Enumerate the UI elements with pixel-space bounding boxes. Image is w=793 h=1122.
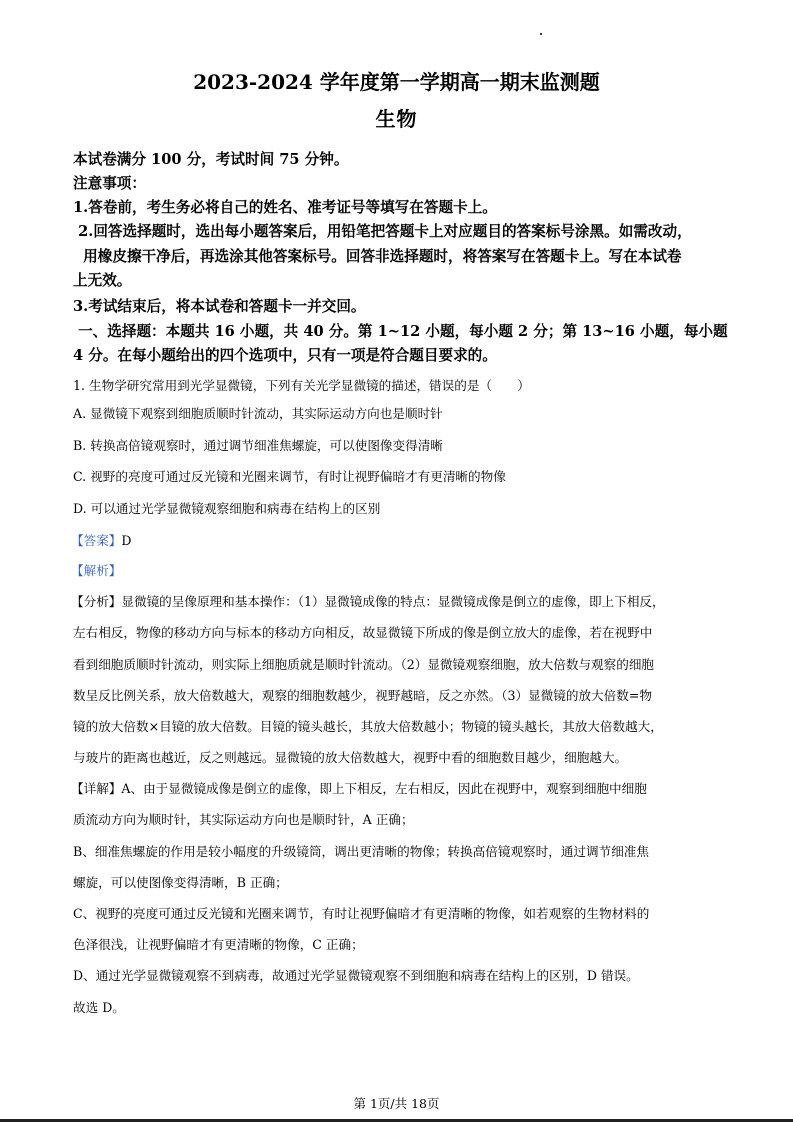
explanation-line: 螺旋，可以使图像变得清晰，B 正确；: [73, 875, 288, 890]
explanation-line: 故选 D。: [73, 1000, 125, 1015]
explanation-line: 色泽很浅，让视野偏暗才有更清晰的物像，C 正确；: [73, 937, 364, 952]
answer-tag: 【答案】: [71, 533, 122, 548]
subject-title: 生物: [375, 107, 418, 131]
explanation-line: 左右相反，物像的移动方向与标本的移动方向相反，故显微镜下所成的像是倒立放大的虚像，若在视野中: [73, 625, 653, 640]
section-heading-line: 4 分。在每小题给出的四个选项中，只有一项是符合题目要求的。: [73, 347, 497, 364]
explanation-line: B、细准焦螺旋的作用是较小幅度的升级镜筒，调出更清晰的物像；转换高倍镜观察时，通过调节细准焦: [73, 844, 649, 859]
instruction-line: 2.回答选择题时，选出每小题答案后，用铅笔把答题卡上对应题目的答案标号涂黑。如需改动，: [73, 223, 692, 240]
option-c: C. 视野的亮度可通过反光镜和光圈来调节，有时让视野偏暗才有更清晰的物像: [73, 469, 506, 484]
question-stem: 1. 生物学研究常用到光学显微镜，下列有关光学显微镜的描述，错误的是（ ）: [73, 378, 530, 393]
option-a: A. 显微镜下观察到细胞质顺时针流动，其实际运动方向也是顺时针: [73, 406, 443, 421]
explanation-line: 质流动方向为顺时针，其实际运动方向也是顺时针，A 正确；: [73, 812, 414, 827]
instruction-line: 上无效。: [73, 272, 132, 289]
explanation-line: 数呈反比例关系，放大倍数越大，观察的细胞数越少，视野越暗，反之亦然。（3）显微镜的放大倍数=物: [73, 688, 652, 703]
explanation-line: 镜的放大倍数×目镜的放大倍数。目镜的镜头越长，其放大倍数越小；物镜的镜头越长，其放大倍数越大，: [73, 719, 663, 734]
explanation-line: 【详解】A、由于显微镜成像是倒立的虚像，即上下相反，左右相反，因此在视野中，观察到细胞中细胞: [71, 781, 647, 796]
explanation-line: D、通过光学显微镜观察不到病毒，故通过光学显微镜观察不到细胞和病毒在结构上的区别，D 错误。: [73, 968, 639, 983]
scan-dot: [540, 33, 542, 35]
answer-line: [71, 530, 729, 549]
section-heading-line: 一、选择题：本题共 16 小题，共 40 分。第 1~12 小题，每小题 2 分；第 13~16 小题，每小题: [73, 323, 728, 340]
instruction-line: 用橡皮擦干净后，再选涂其他答案标号。回答非选择题时，将答案写在答题卡上。写在本试卷: [73, 248, 682, 265]
answer-value: D: [121, 533, 132, 548]
option-d: D. 可以通过光学显微镜观察细胞和病毒在结构上的区别: [73, 501, 381, 516]
explanation-line: C、视野的亮度可通过反光镜和光圈来调节，有时让视野偏暗才有更清晰的物像，如若观察的生物材料的: [73, 906, 650, 921]
option-b: B. 转换高倍镜观察时，通过调节细准焦螺旋，可以使图像变得清晰: [73, 438, 443, 453]
instruction-line: 本试卷满分 100 分，考试时间 75 分钟。: [73, 151, 349, 168]
explanation-line: 与玻片的距离也越近，反之则越远。显微镜的放大倍数越大，视野中看的细胞数目越少，细胞越大。: [73, 750, 628, 765]
explanation-line: 【分析】显微镜的呈像原理和基本操作：（1）显微镜成像的特点：显微镜成像是倒立的虚像，即上下相反，: [71, 594, 665, 609]
instruction-line: 3.考试结束后，将本试卷和答题卡一并交回。: [73, 298, 366, 315]
analysis-tag: 【解析】: [71, 563, 122, 578]
page-number: 第 1页/共 18页: [353, 1096, 440, 1111]
explanation-line: 看到细胞质顺时针流动，则实际上细胞质就是顺时针流动。（2）显微镜观察细胞，放大倍数与观察的细胞: [73, 657, 655, 672]
instruction-line: 注意事项：: [73, 175, 146, 192]
exam-title: 2023-2024 学年度第一学期高一期末监测题: [193, 70, 600, 94]
instruction-line: 1.答卷前，考生务必将自己的姓名、准考证号等填写在答题卡上。: [73, 199, 497, 216]
